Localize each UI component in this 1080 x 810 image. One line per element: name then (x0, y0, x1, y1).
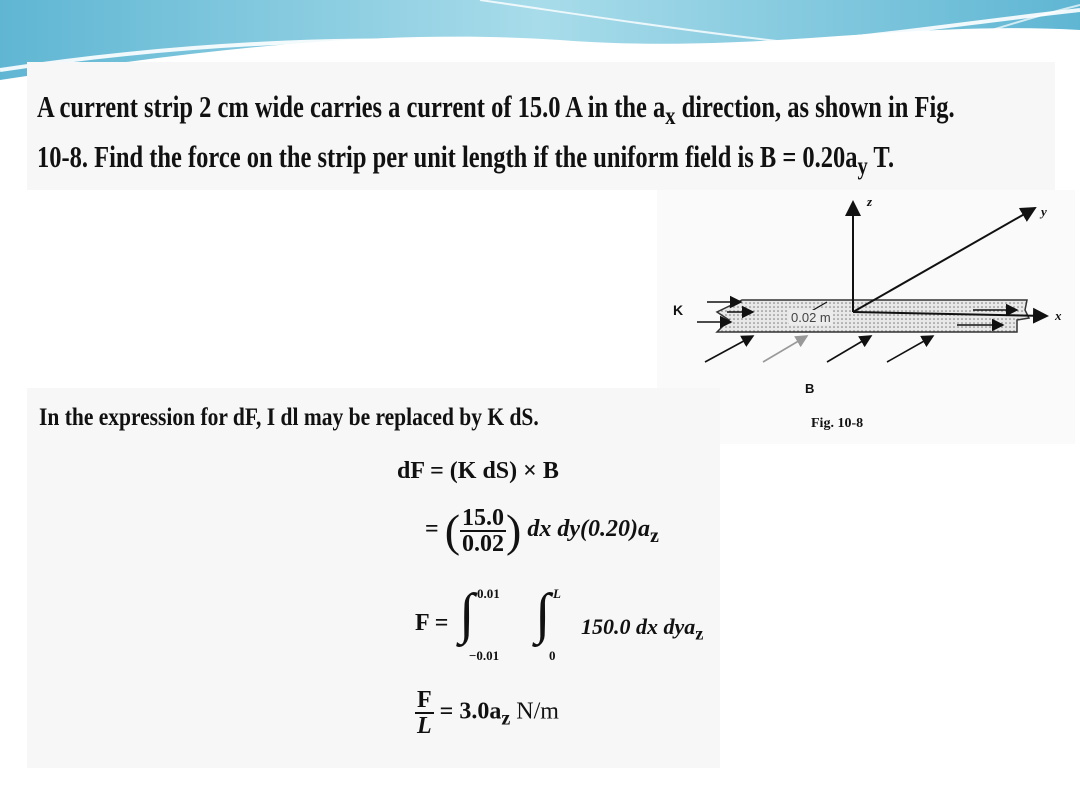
solution-panel (27, 388, 720, 768)
subscript-x: x (665, 101, 676, 131)
figure-caption: Fig. 10-8 (811, 416, 864, 431)
equation-2: = ( $\frac{15.0}{0.02}$ ) dx $dy(0.20)a_z$ (425, 504, 659, 557)
problem-text (37, 82, 955, 182)
equation-3: F = ∫ 0.01 −0.01 ∫ L 0 150.0 dx dya$_z$ (415, 583, 704, 663)
strip-width-label: 0.02 m (791, 310, 831, 325)
problem-line-2: 10-8. Find the force on the strip per unit length if the uniform field is B = 0.20a (37, 139, 858, 174)
equation-4: $\frac{F}{L}$ = $3.0a_z$ N/m (417, 687, 559, 739)
subscript-y: y (857, 151, 868, 181)
problem-line-2-end: T. (867, 139, 895, 174)
y-axis (853, 208, 1035, 312)
problem-statement (27, 62, 1055, 190)
solution-intro: In the expression for dF, I dl may be replaced by K dS. (39, 404, 539, 431)
axis-label-x: x (1055, 308, 1062, 323)
field-label: B (805, 381, 815, 396)
equation-1: dF = (K dS) × B (397, 458, 559, 484)
axis-label-z: z (867, 194, 873, 209)
fraction-numerator: 15.0 (462, 504, 505, 531)
fraction-denominator: 0.02 (462, 530, 505, 557)
axis-label-y: y (1041, 204, 1047, 219)
problem-line-1: A current strip 2 cm wide carries a current of 15.0 A in the a (37, 89, 666, 124)
current-density-label: K (673, 302, 684, 318)
current-strip (717, 300, 1029, 332)
problem-line-1-end: direction, as shown in Fig. (675, 89, 955, 124)
